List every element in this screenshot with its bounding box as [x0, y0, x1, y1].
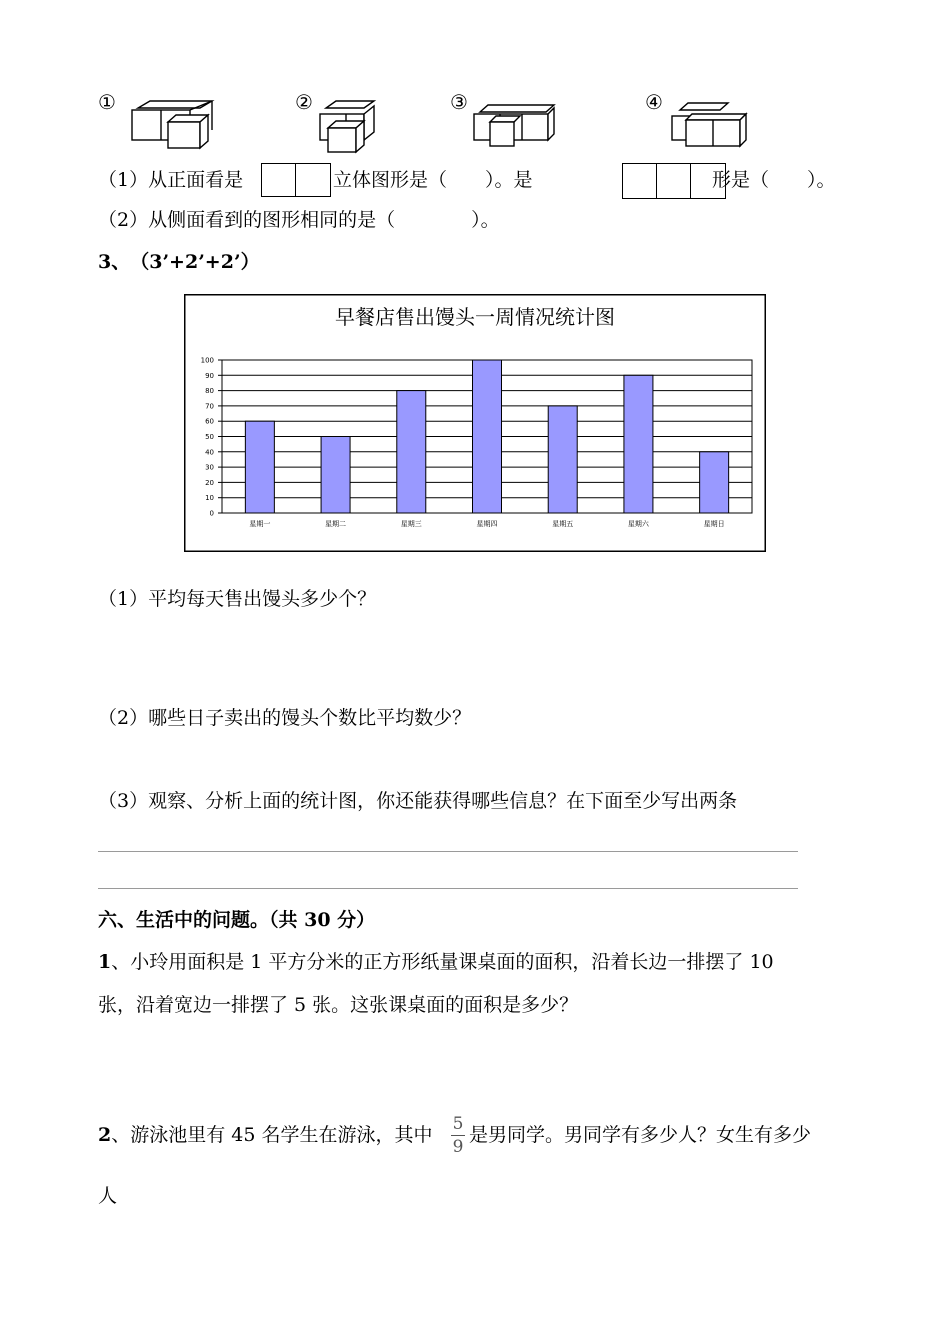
shape-label-4: ④ — [645, 90, 663, 114]
chart-title: 早餐店售出馒头一周情况统计图 — [335, 305, 615, 329]
x-tick-label: 星期四 — [476, 520, 498, 528]
bar-chart — [184, 294, 766, 552]
y-tick-label: 80 — [205, 387, 214, 396]
fraction-numerator: 5 — [452, 1114, 464, 1134]
x-tick-label: 星期日 — [703, 520, 725, 528]
q3-sub1: （1）平均每天售出馒头多少个？ — [98, 588, 377, 610]
q3-heading: 3、 （3’+2’+2’） — [98, 251, 260, 273]
section6-q1-line2: 张，沿着宽边一排摆了 5 张。这张课桌面的面积是多少？ — [98, 994, 579, 1016]
section6-heading: 六、生活中的问题。（共 30 分） — [98, 909, 376, 931]
bar-6 — [624, 375, 653, 513]
x-tick-label: 星期六 — [627, 520, 649, 528]
x-tick-label: 星期一 — [249, 520, 271, 528]
y-tick-label: 20 — [205, 478, 214, 487]
cube-stack-figure-2 — [316, 100, 386, 158]
bar-1 — [245, 421, 274, 513]
x-tick-label: 星期二 — [325, 520, 347, 528]
q2-sub1-part2: 立体图形是（ ）。是 — [333, 169, 533, 191]
q2-sub2: （2）从侧面看到的图形相同的是（ ）。 — [98, 209, 500, 231]
section6-q2-line2: 人 — [98, 1185, 118, 1207]
fraction-bar — [451, 1135, 465, 1136]
section6-q1-text: 、小玲用面积是 1 平方分米的正方形纸量课桌面的面积，沿着长边一排摆了 10 — [111, 951, 774, 973]
cube-stack-figure-1 — [128, 100, 218, 150]
fraction-denominator: 9 — [452, 1137, 464, 1157]
section6-q2-text-part2: 是男同学。男同学有多少人？女生有多少 — [469, 1124, 812, 1146]
y-tick-label: 100 — [200, 356, 214, 365]
q3-sub2: （2）哪些日子卖出的馒头个数比平均数少？ — [98, 707, 472, 729]
y-tick-label: 30 — [205, 463, 214, 472]
y-tick-label: 40 — [205, 448, 214, 457]
bar-7 — [700, 452, 729, 513]
section6-q1-line1 — [98, 950, 774, 974]
bar-3 — [397, 391, 426, 513]
answer-line-1[interactable] — [98, 851, 798, 852]
section6-q2-line1 — [98, 1123, 433, 1147]
front-view-three-squares — [622, 163, 726, 199]
shape-label-1: ① — [98, 90, 116, 114]
cube-stack-figure-3 — [470, 100, 560, 150]
bar-4 — [473, 360, 502, 513]
x-tick-label: 星期五 — [552, 520, 574, 528]
y-tick-label: 70 — [205, 402, 214, 411]
y-tick-label: 90 — [205, 371, 214, 380]
q2-sub1-part1: （1）从正面看是 — [98, 169, 244, 191]
q3-sub3: （3）观察、分析上面的统计图，你还能获得哪些信息？在下面至少写出两条 — [98, 790, 738, 812]
section6-q2-text-part1: 、游泳池里有 45 名学生在游泳，其中 — [111, 1124, 433, 1146]
y-tick-label: 0 — [209, 509, 214, 518]
cube-stack-figure-4 — [668, 100, 758, 150]
bar-2 — [321, 437, 350, 514]
y-tick-label: 50 — [205, 433, 214, 441]
section6-q1-number: 1 — [98, 951, 112, 973]
bar-5 — [548, 406, 577, 513]
shape-label-2: ② — [295, 90, 313, 114]
q2-sub1-part3: 形是（ ）。 — [712, 169, 836, 191]
answer-line-2[interactable] — [98, 888, 798, 889]
y-tick-label: 10 — [205, 494, 214, 503]
shape-label-3: ③ — [450, 90, 468, 114]
x-tick-label: 星期三 — [400, 520, 422, 528]
y-tick-label: 60 — [205, 417, 214, 426]
front-view-two-squares — [261, 163, 331, 197]
section6-q2-number: 2 — [98, 1124, 112, 1146]
